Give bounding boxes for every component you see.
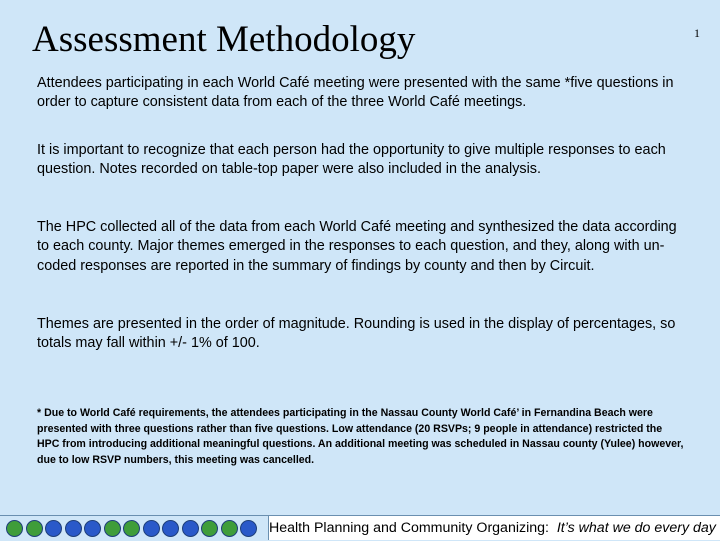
decorative-dot-icon — [45, 520, 62, 537]
decorative-dot-icon — [221, 520, 238, 537]
footer-bar — [0, 515, 720, 541]
decorative-dot-icon — [6, 520, 23, 537]
footer-tagline — [269, 520, 715, 536]
tagline-main: Health Planning and Community Organizing: — [269, 520, 549, 536]
decorative-dot-icon — [182, 520, 199, 537]
decorative-dot-icon — [162, 520, 179, 537]
tagline-box — [268, 516, 720, 540]
footnote: * Due to World Café requirements, the attendees participating in the Nassau County World Café’ in Fernandina Beach were presented with three questions rather than five questions. Low attendance (20 RSVPs; 9 people in attendance) restricted the HPC from introducing additional meaningful questions. An additional meeting was scheduled in Nassau county (Yulee) however, due to low RSVP numbers, this meeting was cancelled. — [37, 407, 684, 466]
slide-title: Assessment Methodology — [32, 19, 416, 60]
decorative-dot-icon — [84, 520, 101, 537]
decorative-dot-icon — [201, 520, 218, 537]
decorative-dot-icon — [104, 520, 121, 537]
paragraph-data-collection: The HPC collected all of the data from each World Café meeting and synthesized the data according to each county. Major themes emerged in the responses to each question, and they, along with un-coded responses are reported in the summary of findings by county and then by Circuit. — [37, 219, 677, 274]
decorative-dot-icon — [65, 520, 82, 537]
paragraph-themes: Themes are presented in the order of magnitude. Rounding is used in the display of percentages, so totals may fall within +/- 1% of 100. — [37, 316, 676, 352]
decorative-dot-icon — [123, 520, 140, 537]
tagline-italic: It’s what we do every day — [556, 520, 716, 536]
paragraph-responses: It is important to recognize that each person had the opportunity to give multiple responses to each question. Notes recorded on table-top paper were also included in the analysis. — [37, 142, 666, 178]
paragraph-attendees: Attendees participating in each World Café meeting were presented with the same *five questions in order to capture consistent data from each of the three World Café meetings. — [37, 75, 674, 111]
decorative-dot-icon — [26, 520, 43, 537]
decorative-dot-icon — [143, 520, 160, 537]
page-number: 1 — [694, 26, 700, 40]
decorative-dot-icon — [240, 520, 257, 537]
